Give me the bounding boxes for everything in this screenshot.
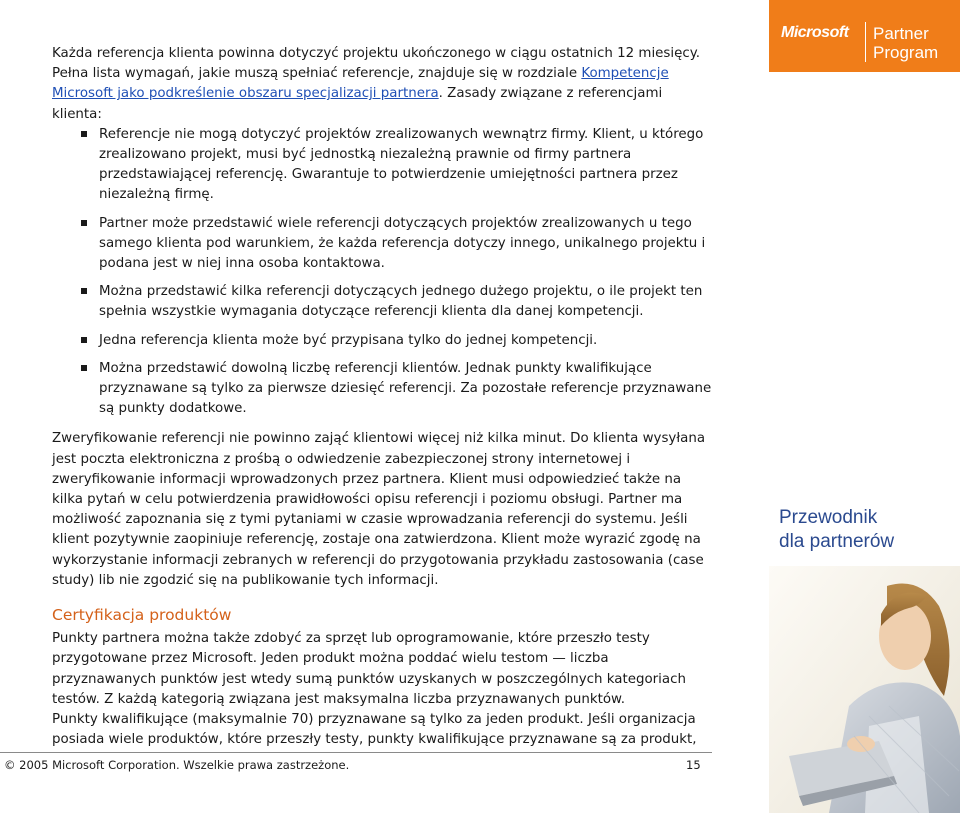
intro-text: Każda referencja klienta powinna dotyczyć projektu ukończonego w ciągu ostatnich 12 miesięcy. Pełna lista wymagań, jakie muszą spełniać referencje, znajduje się w rozdziale <box>52 46 700 82</box>
side-panel <box>769 0 960 813</box>
page-footer <box>0 752 712 772</box>
bullet-square-icon <box>81 288 87 294</box>
list-item: Referencje nie mogą dotyczyć projektów zrealizowanych wewnątrz firmy. Klient, u którego zrealizowano projekt, musi być jednostką niezależną prawnie od firmy partnera przedstawiającej referencję. Gwarantuje to potwierdzenie umiejętności partnera przez niezależną firmę. <box>52 125 712 206</box>
list-item: Można przedstawić kilka referencji dotyczących jednego dużego projektu, o ile projekt ten spełnia wszystkie wymagania dotyczące referencji klienta dla danej kompetencji. <box>52 282 712 322</box>
reference-rules-list <box>52 125 712 420</box>
bullet-square-icon <box>81 337 87 343</box>
microsoft-logo-text: Microsoft <box>781 24 849 41</box>
list-item: Można przedstawić dowolną liczbę referencji klientów. Jednak punkty kwalifikujące przyznawane są tylko za pierwsze dziesięć referencji. Za pozostałe referencje przyznawane są punkty dodatkowe. <box>52 359 712 420</box>
qualifying-points-paragraph: Punkty kwalifikujące (maksymalnie 70) przyznawane są tylko za jeden produkt. Jeśli organizacja posiada wiele produktów, które przeszły testy, punkty kwalifikujące przyznawane są za produkt, <box>52 712 697 748</box>
main-content <box>52 44 712 751</box>
woman-at-laptop-photo <box>769 566 960 813</box>
section-heading: Certyfikacja produktów <box>52 606 232 625</box>
bullet-square-icon <box>81 365 87 371</box>
intro-text-end: . Zasady związane z referencjami klienta: <box>52 86 663 122</box>
copyright-text: © 2005 Microsoft Corporation. Wszelkie prawa zastrzeżone. <box>4 758 350 772</box>
logo-partner-text: Partner <box>873 24 929 43</box>
guide-title-line1: Przewodnik <box>779 507 878 528</box>
bullet-square-icon <box>81 131 87 137</box>
guide-title <box>779 506 894 554</box>
competencies-link[interactable]: Kompetencje Microsoft jako podkreślenie obszaru specjalizacji partnera <box>52 66 669 102</box>
list-item: Jedna referencja klienta może być przypisana tylko do jednej kompetencji. <box>52 331 712 351</box>
verification-paragraph: Zweryfikowanie referencji nie powinno zająć klientowi więcej niż kilka minut. Do klienta wysyłana jest poczta elektroniczna z prośbą o odwiedzenie zabezpieczonej strony internetowej i zweryfikowanie informacji wprowadzonych przez partnera. Klient musi odpowiedzieć także na kilka pytań w celu potwierdzenia prawidłowości opisu referencji i poziomu obsługi. Partner ma możliwość zapoznania się z tymi pytaniami w czasie wprowadzania referencji do systemu. Jeśli klient pozytywnie zaopiniuje referencję, zostaje ona zatwierdzona. Klient może wyrazić zgodę na wykorzystanie informacji zebranych w referencji do przygotowania przykładu zastosowania (case study) lib nie zgodzić się na publikowanie tych informacji. <box>52 431 706 588</box>
logo-divider <box>865 22 866 62</box>
certification-paragraph: Punkty partnera można także zdobyć za sprzęt lub oprogramowanie, które przeszło testy przygotowane przez Microsoft. Jeden produkt można poddać wielu testom — liczba przyznawanych punktów jest wtedy sumą punktów uzyskanych w poszczególnych kategoriach testów. Z każdą kategorią związana jest maksymalna liczba przyznawanych punktów. <box>52 631 686 707</box>
intro-paragraph <box>52 44 712 125</box>
list-item: Partner może przedstawić wiele referencji dotyczących projektów zrealizowanych u tego samego klienta pod warunkiem, że każda referencja dotyczy innego, unikalnego projektu i podana jest w niej inna osoba kontaktowa. <box>52 214 712 275</box>
partner-program-logo <box>769 0 960 72</box>
logo-program-text: Program <box>873 43 939 62</box>
bullet-square-icon <box>81 220 87 226</box>
guide-title-line2: dla partnerów <box>779 531 895 552</box>
page-number: 15 <box>686 758 701 772</box>
